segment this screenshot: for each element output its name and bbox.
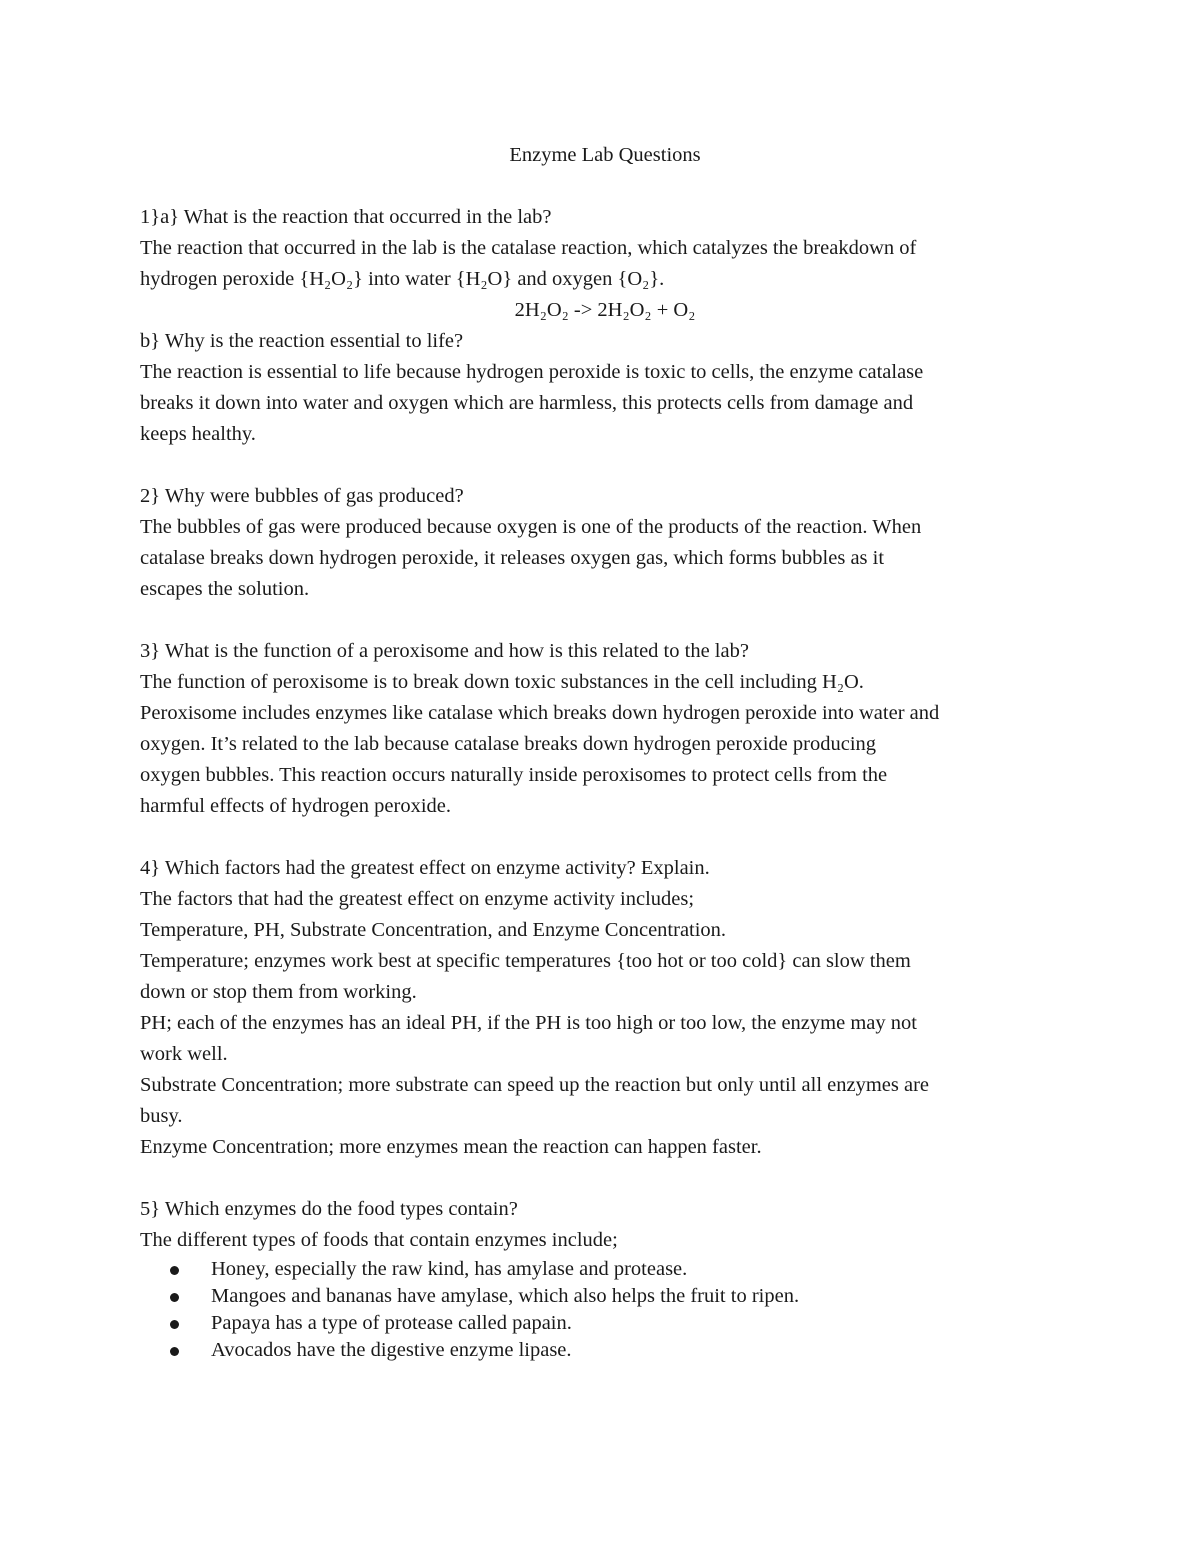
question-2-section: [140, 481, 1070, 605]
question-3-section: [140, 636, 1070, 822]
chemical-equation: 2H₂O₂ -> 2H₂O₂ + O₂: [514, 299, 696, 321]
answer-line: The factors that had the greatest effect on enzyme activity includes;: [140, 888, 695, 910]
question-4-prompt: 4} Which factors had the greatest effect on enzyme activity? Explain.: [140, 857, 710, 879]
list-item-text: Papaya has a type of protease called papain.: [211, 1312, 572, 1334]
answer-line: breaks it down into water and oxygen which are harmless, this protects cells from damage and: [140, 392, 914, 414]
answer-line: keeps healthy.: [140, 423, 256, 445]
answer-line: hydrogen peroxide {H₂O₂} into water {H₂O} and oxygen {O₂}.: [140, 268, 665, 290]
answer-line: Enzyme Concentration; more enzymes mean the reaction can happen faster.: [140, 1136, 762, 1158]
answer-line: The reaction that occurred in the lab is the catalase reaction, which catalyzes the breakdown of: [140, 237, 917, 259]
answer-line: The bubbles of gas were produced because oxygen is one of the products of the reaction. When: [140, 516, 922, 538]
document-body: [140, 140, 1070, 1364]
answer-line: oxygen bubbles. This reaction occurs naturally inside peroxisomes to protect cells from the: [140, 764, 888, 786]
list-item: [170, 1283, 1070, 1310]
question-1a-prompt: 1}a} What is the reaction that occurred in the lab?: [140, 206, 552, 228]
question-2-prompt: 2} Why were bubbles of gas produced?: [140, 485, 464, 507]
answer-line: harmful effects of hydrogen peroxide.: [140, 795, 451, 817]
food-enzyme-list: [140, 1256, 1070, 1364]
question-1-section: [140, 202, 1070, 450]
answer-line: The function of peroxisome is to break down toxic substances in the cell including H₂O.: [140, 671, 864, 693]
list-item-text: Honey, especially the raw kind, has amylase and protease.: [211, 1258, 688, 1280]
list-item-text: Mangoes and bananas have amylase, which also helps the fruit to ripen.: [211, 1285, 800, 1307]
spacer: [140, 171, 1070, 202]
answer-line: catalase breaks down hydrogen peroxide, it releases oxygen gas, which forms bubbles as it: [140, 547, 885, 569]
answer-line: down or stop them from working.: [140, 981, 417, 1003]
list-item: [170, 1337, 1070, 1364]
answer-line: The different types of foods that contain enzymes include;: [140, 1229, 618, 1251]
answer-line: Substrate Concentration; more substrate can speed up the reaction but only until all enzymes are: [140, 1074, 930, 1096]
answer-line: Peroxisome includes enzymes like catalase which breaks down hydrogen peroxide into water and: [140, 702, 940, 724]
list-item: [170, 1256, 1070, 1283]
answer-line: Temperature, PH, Substrate Concentration, and Enzyme Concentration.: [140, 919, 727, 941]
bullet-icon: [170, 1266, 179, 1275]
bullet-icon: [170, 1293, 179, 1302]
bullet-icon: [170, 1347, 179, 1356]
bullet-icon: [170, 1320, 179, 1329]
question-3-prompt: 3} What is the function of a peroxisome and how is this related to the lab?: [140, 640, 749, 662]
answer-line: busy.: [140, 1105, 183, 1127]
document-title: Enzyme Lab Questions: [509, 144, 701, 166]
list-item-text: Avocados have the digestive enzyme lipase.: [211, 1339, 572, 1361]
answer-line: The reaction is essential to life because hydrogen peroxide is toxic to cells, the enzyme catalase: [140, 361, 924, 383]
answer-line: PH; each of the enzymes has an ideal PH, if the PH is too high or too low, the enzyme may not: [140, 1012, 917, 1034]
question-4-section: [140, 853, 1070, 1163]
answer-line: Temperature; enzymes work best at specific temperatures {too hot or too cold} can slow them: [140, 950, 911, 972]
question-1b-prompt: b} Why is the reaction essential to life?: [140, 330, 464, 352]
answer-line: oxygen. It’s related to the lab because catalase breaks down hydrogen peroxide producing: [140, 733, 877, 755]
answer-line: work well.: [140, 1043, 228, 1065]
question-5-prompt: 5} Which enzymes do the food types contain?: [140, 1198, 518, 1220]
question-5-section: [140, 1194, 1070, 1364]
list-item: [170, 1310, 1070, 1337]
answer-line: escapes the solution.: [140, 578, 310, 600]
